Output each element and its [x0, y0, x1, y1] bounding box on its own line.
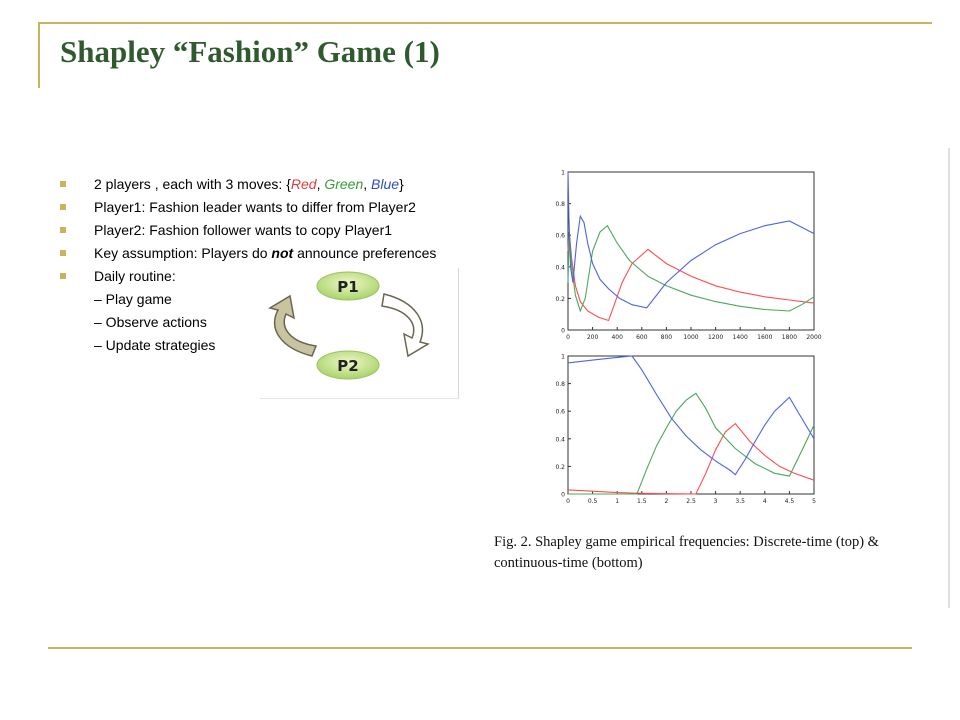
x-tick-label: 200	[586, 334, 599, 341]
y-tick-label: 1	[561, 169, 565, 177]
sub-item-play-game: – Play game	[94, 291, 172, 307]
player-cycle-diagram	[260, 268, 459, 399]
x-tick-label: 1600	[757, 334, 773, 341]
bullet-square-icon	[60, 273, 66, 279]
y-tick-label: 0.8	[555, 381, 565, 389]
x-tick-label: 2	[664, 498, 669, 505]
y-tick-label: 0.6	[555, 408, 565, 416]
plot-area	[568, 172, 814, 330]
move-red: Red	[290, 176, 317, 192]
x-tick-label: 0	[566, 498, 570, 505]
player2-label: P2	[337, 357, 359, 375]
cycle-diagram-svg	[260, 268, 458, 398]
y-tick-label: 0.2	[555, 295, 565, 303]
y-tick-label: 0	[561, 327, 565, 335]
x-tick-label: 5	[812, 498, 816, 505]
x-tick-label: 1200	[707, 334, 724, 341]
bullet-players-moves	[58, 176, 488, 193]
bullet-square-icon	[60, 227, 66, 233]
x-tick-label: 3	[713, 498, 718, 505]
bullet-player2	[58, 222, 488, 239]
x-tick-label: 800	[660, 334, 673, 341]
bullet-square-icon	[60, 204, 66, 210]
slide-top-rule	[38, 22, 932, 24]
y-tick-label: 1	[561, 353, 565, 361]
player1-label: P1	[337, 278, 359, 296]
bullet-text: 2 players , each with 3 moves: {	[94, 176, 291, 192]
y-tick-label: 0.8	[555, 201, 565, 209]
y-tick-label: 0.2	[555, 463, 565, 471]
separator: ,	[363, 176, 372, 192]
y-tick-label: 0	[561, 491, 565, 499]
x-tick-label: 3.5	[735, 498, 745, 505]
slide-left-rule	[38, 22, 40, 88]
x-tick-label: 400	[611, 334, 623, 341]
figure-caption	[494, 532, 904, 574]
bullet-text: Key assumption: Players do	[94, 245, 272, 261]
sub-item-update-strategies: – Update strategies	[94, 337, 216, 353]
x-tick-label: 1	[615, 498, 620, 505]
bullet-text: Player2: Fashion follower wants to copy Player1	[94, 222, 393, 238]
bullet-text: Daily routine:	[94, 268, 176, 284]
x-tick-label: 2.5	[686, 498, 696, 505]
bullet-text: announce preferences	[293, 245, 437, 261]
move-blue: Blue	[371, 176, 400, 192]
arrow-p2-to-p1-icon	[270, 296, 316, 356]
x-tick-label: 4	[762, 498, 767, 505]
x-tick-label: 4.5	[784, 498, 795, 505]
emphasis-not: not	[271, 245, 294, 261]
slide-bottom-rule	[48, 647, 912, 649]
x-tick-label: 600	[636, 334, 648, 341]
slide-title: Shapley “Fashion” Game (1)	[60, 34, 440, 69]
x-tick-label: 1800	[781, 334, 798, 341]
bullet-text: }	[399, 176, 404, 192]
arrow-p1-to-p2-icon	[382, 294, 428, 356]
y-tick-label: 0.4	[555, 264, 565, 272]
x-tick-label: 0.5	[587, 498, 598, 505]
bullet-key-assumption	[58, 245, 488, 262]
bullet-square-icon	[60, 181, 66, 187]
move-green: Green	[324, 176, 364, 192]
continuous-time-chart	[550, 350, 820, 510]
caption-line-1: Fig. 2. Shapley game empirical frequencies: Discrete-time (top) &	[494, 534, 879, 550]
discrete-time-chart	[550, 166, 820, 346]
bullet-square-icon	[60, 250, 66, 256]
x-tick-label: 1400	[732, 334, 748, 341]
caption-line-2: continuous-time (bottom)	[494, 555, 643, 571]
separator: ,	[316, 176, 325, 192]
x-tick-label: 1.5	[637, 498, 647, 505]
bullet-player1	[58, 199, 488, 216]
x-tick-label: 0	[566, 334, 570, 341]
y-tick-label: 0.6	[555, 232, 565, 240]
bullet-text: Player1: Fashion leader wants to differ from Player2	[94, 199, 416, 215]
x-tick-label: 2000	[806, 334, 822, 341]
y-tick-label: 0.4	[555, 436, 565, 444]
x-tick-label: 1000	[683, 334, 699, 341]
sub-item-observe-actions: – Observe actions	[94, 314, 207, 330]
